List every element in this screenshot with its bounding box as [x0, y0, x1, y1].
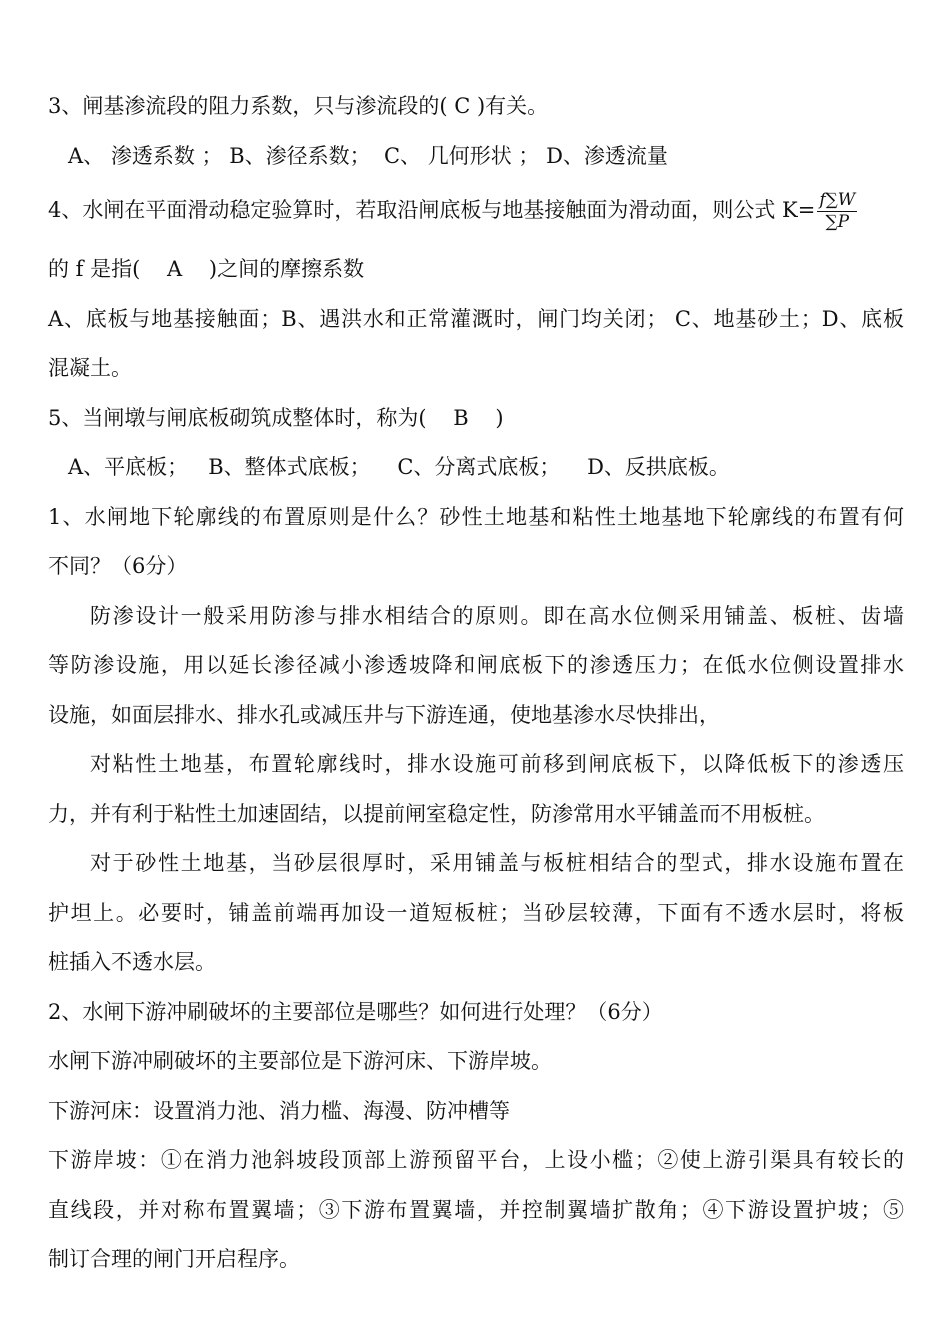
short-answer-2-answer-line1: 水闸下游冲刷破坏的主要部位是下游河床、下游岸坡。 — [48, 1049, 552, 1073]
formula-numerator: f∑W — [819, 190, 856, 210]
short-answer-2-answer-line4: 直线段，并对称布置翼墙；③下游布置翼墙，并控制翼墙扩散角；④下游设置护坡；⑤ — [48, 1197, 904, 1222]
document-page — [48, 82, 904, 1285]
question-4-stem-end: 的 f 是指( A )之间的摩擦系数 — [48, 257, 365, 281]
stability-formula — [817, 192, 857, 231]
short-answer-1-para2-line1: 对粘性土地基，布置轮廓线时，排水设施可前移到闸底板下，以降低板下的渗透压 — [90, 752, 904, 776]
question-4-stem — [48, 181, 904, 245]
question-4-stem-text: 4、水闸在平面滑动稳定验算时，若取沿闸底板与地基接触面为滑动面，则公式 K= — [48, 198, 816, 222]
question-5-options: A、平底板； B、整体式底板； C、分离式底板； D、反拱底板。 — [68, 455, 730, 479]
short-answer-1-para2-line2: 力，并有利于粘性土加速固结，以提前闸室稳定性，防渗常用水平铺盖而不用板桩。 — [48, 801, 825, 826]
question-4-options-line1: A、底板与地基接触面；B、遇洪水和正常灌溉时，闸门均关闭； C、地基砂土；D、底板 — [48, 306, 904, 331]
short-answer-1-question-line2: 不同？（6分） — [48, 554, 188, 578]
formula-denominator: ∑P — [825, 212, 850, 232]
short-answer-1-para1-line2: 等防渗设施，用以延长渗径减小渗透坡降和闸底板下的渗透压力；在低水位侧设置排水 — [48, 653, 904, 677]
question-4-options-line2: 混凝土。 — [48, 356, 132, 380]
question-3-options: A、 渗透系数 ； B、渗径系数； C、 几何形状 ； D、渗透流量 — [68, 143, 668, 168]
question-3-stem: 3、闸基渗流段的阻力系数，只与渗流段的( C )有关。 — [48, 94, 549, 118]
short-answer-1-para1-line1: 防渗设计一般采用防渗与排水相结合的原则。即在高水位侧采用铺盖、板桩、齿墙 — [90, 603, 904, 628]
short-answer-1-para3-line3: 桩插入不透水层。 — [48, 950, 216, 974]
short-answer-1-para3-line1: 对于砂性土地基，当砂层很厚时，采用铺盖与板桩相结合的型式，排水设施布置在 — [90, 851, 904, 875]
question-5-stem: 5、当闸墩与闸底板砌筑成整体时，称为( B ) — [48, 405, 504, 430]
short-answer-1-question-line1: 1、水闸地下轮廓线的布置原则是什么？砂性土地基和粘性土地基地下轮廓线的布置有何 — [48, 504, 904, 529]
short-answer-2-answer-line3: 下游岸坡：①在消力池斜坡段顶部上游预留平台，上设小槛；②使上游引渠具有较长的 — [48, 1148, 904, 1172]
short-answer-1-para3-line2: 护坦上。必要时，铺盖前端再加设一道短板桩；当砂层较薄，下面有不透水层时，将板 — [48, 900, 904, 925]
short-answer-2-question: 2、水闸下游冲刷破坏的主要部位是哪些？如何进行处理？（6分） — [48, 999, 663, 1024]
short-answer-2-answer-line5: 制订合理的闸门开启程序。 — [48, 1247, 300, 1271]
short-answer-2-answer-line2: 下游河床：设置消力池、消力槛、海漫、防冲槽等 — [48, 1098, 510, 1123]
short-answer-1-para1-line3: 设施，如面层排水、排水孔或减压井与下游连通，使地基渗水尽快排出， — [48, 702, 720, 727]
